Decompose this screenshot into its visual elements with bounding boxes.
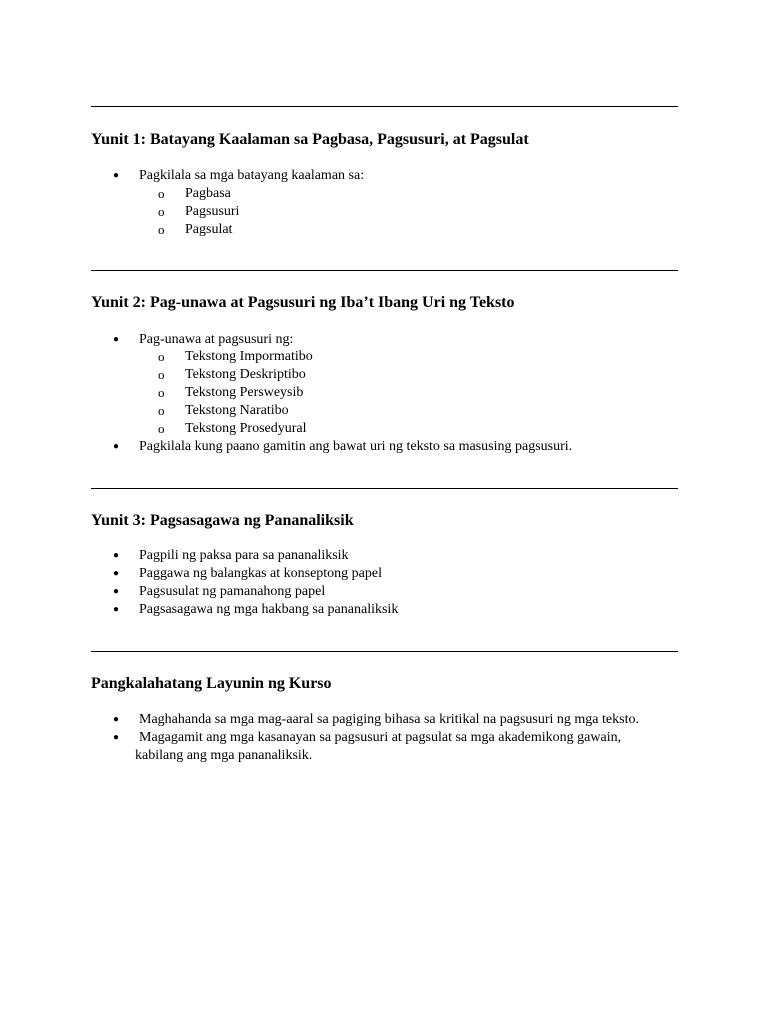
section-divider <box>91 488 678 489</box>
list-item: Pagsusulat ng pamanahong papel <box>139 584 326 599</box>
sub-bullet-icon: o <box>158 403 165 418</box>
unit-3-heading: Yunit 3: Pagsasagawa ng Pananaliksik <box>91 512 354 529</box>
bullet-icon: ● <box>113 550 120 561</box>
bullet-icon: ● <box>113 170 120 181</box>
sub-list-item: Pagsusuri <box>185 204 240 219</box>
sub-list-item: Tekstong Persweysib <box>185 385 304 400</box>
list-item: Pagkilala kung paano gamitin ang bawat uri ng teksto sa masusing pagsusuri. <box>139 439 573 454</box>
list-item-continuation: kabilang ang mga pananaliksik. <box>135 748 313 763</box>
bullet-icon: ● <box>113 334 120 345</box>
sub-bullet-icon: o <box>158 421 165 436</box>
section-divider <box>91 106 678 107</box>
sub-list-item: Tekstong Prosedyural <box>185 421 307 436</box>
section-divider <box>91 270 678 271</box>
sub-list-item: Tekstong Deskriptibo <box>185 367 306 382</box>
bullet-icon: ● <box>113 732 120 743</box>
sub-list-item: Tekstong Naratibo <box>185 403 289 418</box>
list-item: Pagsasagawa ng mga hakbang sa pananaliksik <box>139 602 399 617</box>
section-divider <box>91 651 678 652</box>
list-item: Pag-unawa at pagsusuri ng: <box>139 332 294 347</box>
bullet-icon: ● <box>113 586 120 597</box>
list-item: Pagkilala sa mga batayang kaalaman sa: <box>139 168 365 183</box>
objectives-heading: Pangkalahatang Layunin ng Kurso <box>91 675 332 692</box>
list-item: Paggawa ng balangkas at konseptong papel <box>139 566 382 581</box>
sub-bullet-icon: o <box>158 349 165 364</box>
list-item: Maghahanda sa mga mag-aaral sa pagiging bihasa sa kritikal na pagsusuri ng mga teksto. <box>139 712 639 727</box>
sub-list-item: Pagbasa <box>185 186 231 201</box>
bullet-icon: ● <box>113 441 120 452</box>
sub-bullet-icon: o <box>158 367 165 382</box>
sub-bullet-icon: o <box>158 385 165 400</box>
unit-1-heading: Yunit 1: Batayang Kaalaman sa Pagbasa, Pagsusuri, at Pagsulat <box>91 131 529 148</box>
sub-list-item: Tekstong Impormatibo <box>185 349 313 364</box>
list-item: Magagamit ang mga kasanayan sa pagsusuri at pagsulat sa mga akademikong gawain, <box>139 730 622 745</box>
list-item: Pagpili ng paksa para sa pananaliksik <box>139 548 349 563</box>
sub-list-item: Pagsulat <box>185 222 233 237</box>
unit-2-heading: Yunit 2: Pag-unawa at Pagsusuri ng Iba’t Ibang Uri ng Teksto <box>91 294 515 311</box>
sub-bullet-icon: o <box>158 222 165 237</box>
sub-bullet-icon: o <box>158 186 165 201</box>
bullet-icon: ● <box>113 568 120 579</box>
bullet-icon: ● <box>113 714 120 725</box>
bullet-icon: ● <box>113 604 120 615</box>
sub-bullet-icon: o <box>158 204 165 219</box>
